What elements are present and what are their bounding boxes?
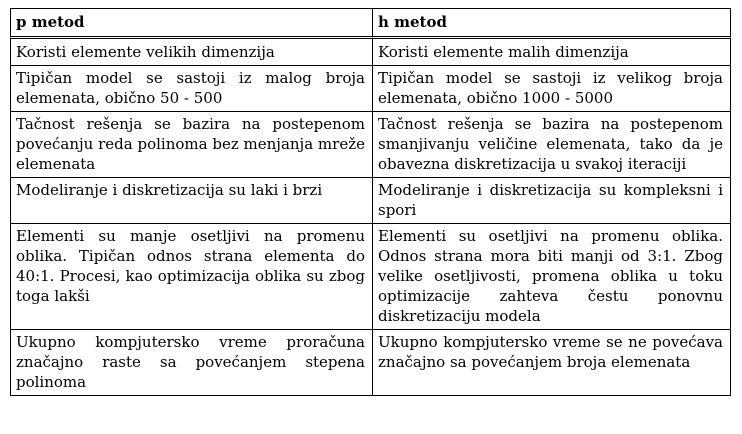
cell-h-metod: Koristi elemente malih dimenzija	[372, 39, 731, 66]
cell-p-metod: Ukupno kompjutersko vreme proračuna značajno raste sa povećanjem stepena polinoma	[10, 330, 372, 396]
cell-p-metod: Koristi elemente velikih dimenzija	[10, 39, 372, 66]
table-row	[10, 330, 731, 396]
header-h-metod: h metod	[372, 8, 731, 39]
comparison-table	[10, 8, 731, 396]
table-row	[10, 224, 731, 330]
cell-h-metod: Tipičan model se sastoji iz velikog broja elemenata, obično 1000 - 5000	[372, 66, 731, 112]
cell-p-metod: Elementi su manje osetljivi na promenu oblika. Tipičan odnos strana elementa do 40:1. Procesi, kao optimizacija oblika su zbog toga lakši	[10, 224, 372, 330]
table-header	[10, 8, 731, 39]
cell-h-metod: Elementi su osetljivi na promenu oblika. Odnos strana mora biti manji od 3:1. Zbog velike osetljivosti, promena oblika u toku optimizacije zahteva čestu ponovnu diskretizaciju modela	[372, 224, 731, 330]
table-row	[10, 178, 731, 224]
cell-h-metod: Tačnost rešenja se bazira na postepenom smanjivanju veličine elemenata, tako da je obavezna diskretizacija u svakoj iteraciji	[372, 112, 731, 178]
table-body	[10, 39, 731, 396]
table-row	[10, 112, 731, 178]
table-row	[10, 66, 731, 112]
cell-p-metod: Modeliranje i diskretizacija su laki i brzi	[10, 178, 372, 224]
header-row	[10, 8, 731, 39]
cell-p-metod: Tipičan model se sastoji iz malog broja elemenata, obično 50 - 500	[10, 66, 372, 112]
header-p-metod: p metod	[10, 8, 372, 39]
comparison-table-container	[10, 8, 731, 396]
cell-h-metod: Modeliranje i diskretizacija su kompleksni i spori	[372, 178, 731, 224]
table-row	[10, 39, 731, 66]
cell-p-metod: Tačnost rešenja se bazira na postepenom povećanju reda polinoma bez menjanja mreže elemenata	[10, 112, 372, 178]
cell-h-metod: Ukupno kompjutersko vreme se ne povećava značajno sa povećanjem broja elemenata	[372, 330, 731, 396]
